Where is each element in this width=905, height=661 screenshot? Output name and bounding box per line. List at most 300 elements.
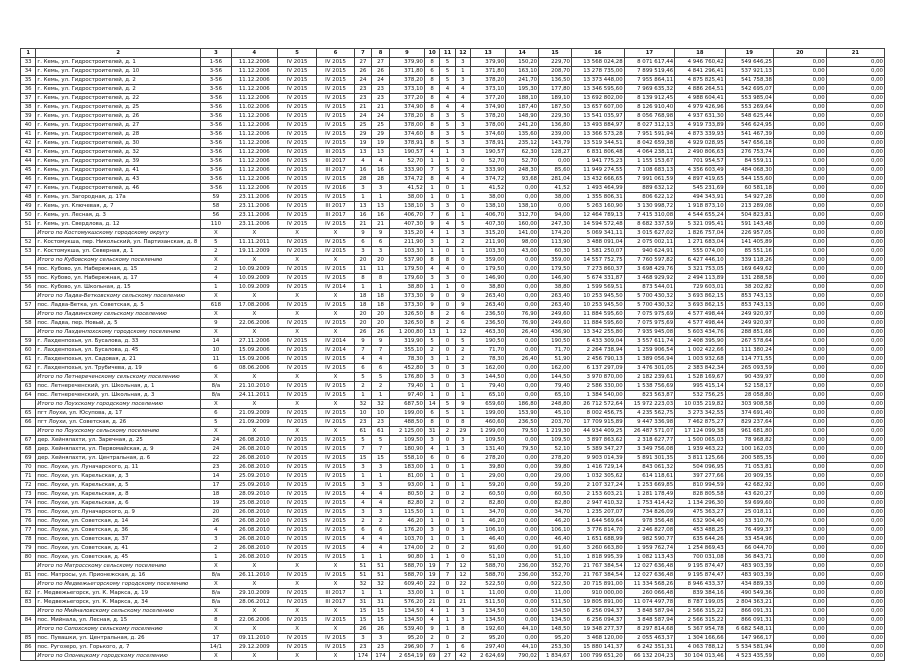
- extra-cost-cell: 0,00: [773, 148, 826, 157]
- table-row: [21, 112, 885, 121]
- document-number-cell: X: [201, 256, 232, 265]
- premises-count-cell: 1: [424, 589, 439, 598]
- private-area-cell: 195,30: [506, 85, 539, 94]
- private-area-cell: 241,20: [506, 121, 539, 130]
- private-premises-cell: 5: [440, 58, 455, 67]
- row-number-cell: [21, 580, 36, 589]
- table-row: [21, 67, 885, 76]
- address-cell: г. Кемь, ул. Гидростроителей, д. 27: [36, 121, 201, 130]
- total-cost-cell: 44 934 409,25: [571, 427, 624, 436]
- planned-date-cell: IV 2015: [277, 139, 317, 148]
- area-cell: 373,30: [389, 292, 424, 301]
- relocation-area-cell: 79,40: [471, 382, 506, 391]
- area-cell: 97,40: [389, 391, 424, 400]
- extra-cost-cell: 0,00: [773, 283, 826, 292]
- other-cost-cell: 0,00: [826, 85, 884, 94]
- relocation-area-cell: 2 624,69: [471, 652, 506, 661]
- municipal-premises-cell: 1: [455, 391, 470, 400]
- other-cost-cell: 0,00: [826, 382, 884, 391]
- municipal-cost-cell: 339 118,26: [725, 256, 773, 265]
- fund-cost-cell: 8 056 768,98: [624, 112, 675, 121]
- table-row: [21, 121, 885, 130]
- extra-cost-cell: 0,00: [773, 499, 826, 508]
- document-date-cell: 15.09.2006: [231, 355, 277, 364]
- municipal-premises-cell: 1: [455, 472, 470, 481]
- planned-date-cell: IV 2015: [277, 283, 317, 292]
- relocation-area-cell: 103,30: [471, 247, 506, 256]
- municipal-cost-cell: 537 921,13: [725, 67, 773, 76]
- private-premises-cell: 0: [440, 517, 455, 526]
- area-cell: 80,50: [389, 490, 424, 499]
- document-date-cell: X: [231, 625, 277, 634]
- planned-completion-cell: X: [317, 562, 354, 571]
- address-cell: пгт Лоухи, ул. Юсупова, д. 17: [36, 409, 201, 418]
- municipal-area-cell: 148,50: [539, 625, 572, 634]
- municipal-area-cell: 189,10: [539, 94, 572, 103]
- relocation-area-cell: 60,50: [471, 490, 506, 499]
- fund-cost-cell: 614 118,61: [624, 472, 675, 481]
- subtotal-row: [21, 652, 885, 661]
- municipal-cost-cell: 374 691,40: [725, 409, 773, 418]
- relocation-area-cell: 236,50: [471, 310, 506, 319]
- premises-count-cell: 2: [424, 634, 439, 643]
- municipal-cost-cell: 147 966,17: [725, 634, 773, 643]
- table-row: [21, 184, 885, 193]
- relocation-area-cell: 38,00: [471, 193, 506, 202]
- residents-count-cell: 1: [354, 391, 372, 400]
- table-row: [21, 616, 885, 625]
- planned-date-cell: X: [277, 652, 317, 661]
- municipal-area-cell: 106,10: [539, 526, 572, 535]
- table-row: [21, 238, 885, 247]
- total-cost-cell: 1 032 305,62: [571, 472, 624, 481]
- subtotal-row: [21, 328, 885, 337]
- private-area-cell: 0,00: [506, 256, 539, 265]
- residents-count-cell: 1: [354, 283, 372, 292]
- planned-date-cell: IV 2015: [277, 643, 317, 652]
- municipal-premises-cell: 1: [455, 184, 470, 193]
- document-date-cell: 26.08.2010: [231, 517, 277, 526]
- residents-count-cell: 16: [354, 211, 372, 220]
- residents-count-cell: 26: [354, 67, 372, 76]
- residents-relocated-cell: 21: [372, 220, 390, 229]
- regional-cost-cell: 4 841 296,41: [675, 67, 726, 76]
- address-cell: г. Кемь, ул. Гидростроителей, д. 22: [36, 94, 201, 103]
- row-number-cell: 43: [21, 148, 36, 157]
- municipal-premises-cell: 6: [455, 454, 470, 463]
- other-cost-cell: 0,00: [826, 58, 884, 67]
- document-date-cell: 25.08.2010: [231, 499, 277, 508]
- relocation-area-cell: 59,20: [471, 481, 506, 490]
- extra-cost-cell: 0,00: [773, 121, 826, 130]
- private-area-cell: 0,00: [506, 274, 539, 283]
- column-number: 8: [372, 49, 390, 58]
- document-date-cell: 11.12.2006: [231, 148, 277, 157]
- municipal-cost-cell: 2 804 363,21: [725, 598, 773, 607]
- planned-date-cell: IV 2015: [277, 499, 317, 508]
- table-row: [21, 94, 885, 103]
- municipal-area-cell: 436,90: [539, 328, 572, 337]
- document-date-cell: X: [231, 562, 277, 571]
- document-date-cell: 11.12.2006: [231, 121, 277, 130]
- document-number-cell: 3-56: [201, 130, 232, 139]
- total-cost-cell: 13 432 666,65: [571, 175, 624, 184]
- fund-cost-cell: 3 130 998,72: [624, 202, 675, 211]
- fund-cost-cell: 7 935 945,08: [624, 328, 675, 337]
- municipal-area-cell: 263,40: [539, 292, 572, 301]
- table-row: [21, 436, 885, 445]
- document-number-cell: X: [201, 373, 232, 382]
- fund-cost-cell: 9 447 336,98: [624, 418, 675, 427]
- municipal-area-cell: 38,80: [539, 283, 572, 292]
- municipal-area-cell: 60,30: [539, 247, 572, 256]
- total-cost-cell: 1 416 729,14: [571, 463, 624, 472]
- extra-cost-cell: 0,00: [773, 490, 826, 499]
- private-area-cell: 0,00: [506, 607, 539, 616]
- planned-completion-cell: IV 2015: [317, 571, 354, 580]
- municipal-premises-cell: 5: [455, 337, 470, 346]
- fund-cost-cell: 2 075 002,11: [624, 238, 675, 247]
- residents-relocated-cell: 31: [372, 598, 390, 607]
- total-cost-cell: 5 069 341,11: [571, 229, 624, 238]
- planned-date-cell: IV 2015: [277, 130, 317, 139]
- municipal-cost-cell: 226 957,05: [725, 229, 773, 238]
- subtotal-row: [21, 373, 885, 382]
- residents-count-cell: 15: [354, 616, 372, 625]
- document-number-cell: X: [201, 607, 232, 616]
- row-number-cell: 34: [21, 67, 36, 76]
- planned-completion-cell: III 2015: [317, 148, 354, 157]
- residents-relocated-cell: 23: [372, 94, 390, 103]
- other-cost-cell: 0,00: [826, 463, 884, 472]
- relocation-area-cell: 379,90: [471, 58, 506, 67]
- regional-cost-cell: 3 321 753,05: [675, 265, 726, 274]
- municipal-premises-cell: 9: [455, 400, 470, 409]
- relocation-area-cell: 511,50: [471, 598, 506, 607]
- subtotal-row: [21, 229, 885, 238]
- total-cost-cell: 3 776 814,70: [571, 526, 624, 535]
- relocation-area-cell: 39,80: [471, 463, 506, 472]
- relocation-area-cell: 278,20: [471, 454, 506, 463]
- municipal-cost-cell: 111 380,24: [725, 346, 773, 355]
- municipal-area-cell: 45,10: [539, 409, 572, 418]
- fund-cost-cell: 26 487 571,07: [624, 427, 675, 436]
- subtotal-row: [21, 256, 885, 265]
- table-row: [21, 364, 885, 373]
- planned-date-cell: X: [277, 256, 317, 265]
- extra-cost-cell: 0,00: [773, 598, 826, 607]
- private-area-cell: 0,00: [506, 364, 539, 373]
- extra-cost-cell: 0,00: [773, 310, 826, 319]
- row-number-cell: [21, 229, 36, 238]
- residents-relocated-cell: 16: [372, 166, 390, 175]
- planned-completion-cell: IV 2015: [317, 517, 354, 526]
- address-cell: дер. Хейнялахти, ул. Центральная, д. 6: [36, 454, 201, 463]
- municipal-area-cell: 109,50: [539, 436, 572, 445]
- private-premises-cell: 1: [440, 553, 455, 562]
- other-cost-cell: 0,00: [826, 238, 884, 247]
- fund-cost-cell: 843 061,32: [624, 463, 675, 472]
- address-cell: г. Кемь, ул. Гидростроителей, д. 25: [36, 103, 201, 112]
- table-row: [21, 148, 885, 157]
- row-number-cell: [21, 607, 36, 616]
- fund-cost-cell: 6 242 351,31: [624, 643, 675, 652]
- extra-cost-cell: 0,00: [773, 391, 826, 400]
- other-cost-cell: 0,00: [826, 634, 884, 643]
- residents-count-cell: 8: [354, 274, 372, 283]
- premises-count-cell: 1: [424, 517, 439, 526]
- area-cell: 190,57: [389, 148, 424, 157]
- private-area-cell: 188,10: [506, 94, 539, 103]
- other-cost-cell: 0,00: [826, 175, 884, 184]
- private-premises-cell: 3: [440, 202, 455, 211]
- residents-relocated-cell: 1: [372, 472, 390, 481]
- total-cost-cell: 3 970 870,00: [571, 373, 624, 382]
- area-cell: 138,10: [389, 202, 424, 211]
- private-area-cell: 148,90: [506, 112, 539, 121]
- municipal-area-cell: 46,20: [539, 517, 572, 526]
- planned-completion-cell: IV 2015: [317, 193, 354, 202]
- regional-cost-cell: 4 937 631,30: [675, 112, 726, 121]
- relocation-area-cell: 138,10: [471, 202, 506, 211]
- other-cost-cell: 0,00: [826, 94, 884, 103]
- municipal-cost-cell: 90 439,97: [725, 373, 773, 382]
- planned-completion-cell: X: [317, 580, 354, 589]
- municipal-cost-cell: 38 202,82: [725, 283, 773, 292]
- municipal-area-cell: 208,70: [539, 67, 572, 76]
- area-cell: 183,00: [389, 463, 424, 472]
- document-date-cell: X: [231, 652, 277, 661]
- planned-completion-cell: IV 2014: [317, 346, 354, 355]
- address-cell: г. Кемь, ул. Лесная, д. 3: [36, 211, 201, 220]
- address-cell: Итого по Лоухскому сельскому поселению: [36, 427, 201, 436]
- row-number-cell: 51: [21, 220, 36, 229]
- area-cell: 82,80: [389, 499, 424, 508]
- municipal-premises-cell: 2: [455, 499, 470, 508]
- regional-cost-cell: 475 363,27: [675, 508, 726, 517]
- extra-cost-cell: 0,00: [773, 301, 826, 310]
- municipal-cost-cell: 4 523 435,59: [725, 652, 773, 661]
- planned-completion-cell: IV 2015: [317, 274, 354, 283]
- planned-completion-cell: IV 2014: [317, 283, 354, 292]
- residents-count-cell: 4: [354, 355, 372, 364]
- data-table: [20, 48, 885, 661]
- residents-relocated-cell: 16: [372, 211, 390, 220]
- document-date-cell: 22.06.2006: [231, 319, 277, 328]
- other-cost-cell: 0,00: [826, 643, 884, 652]
- residents-count-cell: 13: [354, 148, 372, 157]
- private-area-cell: 186,80: [506, 400, 539, 409]
- planned-completion-cell: X: [317, 625, 354, 634]
- planned-completion-cell: IV 2015: [317, 490, 354, 499]
- other-cost-cell: 0,00: [826, 112, 884, 121]
- residents-relocated-cell: 51: [372, 562, 390, 571]
- premises-count-cell: 1: [424, 508, 439, 517]
- row-number-cell: [21, 292, 36, 301]
- planned-date-cell: IV 2015: [277, 301, 317, 310]
- other-cost-cell: 0,00: [826, 148, 884, 157]
- residents-relocated-cell: 20: [372, 310, 390, 319]
- area-cell: 319,90: [389, 337, 424, 346]
- extra-cost-cell: 0,00: [773, 409, 826, 418]
- planned-completion-cell: IV 2015: [317, 85, 354, 94]
- relocation-area-cell: 91,60: [471, 544, 506, 553]
- address-cell: г. Лахденпохья, ул. Садовая, д. 21: [36, 355, 201, 364]
- planned-date-cell: IV 2015: [277, 571, 317, 580]
- regional-cost-cell: 810 994,59: [675, 481, 726, 490]
- private-area-cell: 0,00: [506, 463, 539, 472]
- residents-relocated-cell: 3: [372, 508, 390, 517]
- total-cost-cell: 6 256 094,37: [571, 616, 624, 625]
- total-cost-cell: 19 805 891,00: [571, 598, 624, 607]
- other-cost-cell: 0,00: [826, 130, 884, 139]
- planned-date-cell: IV 2015: [277, 319, 317, 328]
- private-area-cell: 236,00: [506, 571, 539, 580]
- address-cell: г. Костомукша, ул. Северная, д. 1: [36, 247, 201, 256]
- residents-count-cell: 15: [354, 607, 372, 616]
- relocation-area-cell: 460,60: [471, 418, 506, 427]
- address-cell: пос. Ладва-Ветка, ул. Советская, д. 5: [36, 301, 201, 310]
- fund-cost-cell: 12 027 636,48: [624, 571, 675, 580]
- municipal-area-cell: 51,10: [539, 553, 572, 562]
- extra-cost-cell: 0,00: [773, 67, 826, 76]
- area-cell: 103,70: [389, 535, 424, 544]
- municipal-area-cell: 187,50: [539, 103, 572, 112]
- total-cost-cell: 14 557 752,75: [571, 256, 624, 265]
- fund-cost-cell: 7 969 635,32: [624, 85, 675, 94]
- residents-relocated-cell: 5: [372, 373, 390, 382]
- area-cell: 93,00: [389, 481, 424, 490]
- document-number-cell: 2: [201, 247, 232, 256]
- premises-count-cell: 8: [424, 310, 439, 319]
- row-number-cell: [21, 328, 36, 337]
- municipal-premises-cell: 3: [455, 373, 470, 382]
- area-cell: 588,70: [389, 562, 424, 571]
- municipal-area-cell: 39,80: [539, 463, 572, 472]
- private-area-cell: 52,70: [506, 157, 539, 166]
- document-number-cell: 3: [201, 535, 232, 544]
- address-cell: г. Кемь, ул. Загородная, д. 17а: [36, 193, 201, 202]
- premises-count-cell: 7: [424, 211, 439, 220]
- municipal-cost-cell: 84 559,11: [725, 157, 773, 166]
- document-date-cell: X: [231, 427, 277, 436]
- total-cost-cell: 2 264 738,94: [571, 346, 624, 355]
- planned-date-cell: IV 2015: [277, 454, 317, 463]
- private-area-cell: 0,00: [506, 436, 539, 445]
- residents-count-cell: 18: [354, 301, 372, 310]
- extra-cost-cell: 0,00: [773, 625, 826, 634]
- address-cell: Итого по Костомукшскому городскому округу: [36, 229, 201, 238]
- table-row: [21, 481, 885, 490]
- premises-count-cell: 8: [424, 85, 439, 94]
- municipal-cost-cell: 483 903,39: [725, 571, 773, 580]
- planned-completion-cell: IV 2015: [317, 139, 354, 148]
- municipal-premises-cell: 9: [455, 301, 470, 310]
- regional-cost-cell: 4 988 604,41: [675, 94, 726, 103]
- planned-date-cell: IV 2015: [277, 274, 317, 283]
- private-premises-cell: 1: [440, 355, 455, 364]
- premises-count-cell: 8: [424, 103, 439, 112]
- planned-date-cell: IV 2015: [277, 103, 317, 112]
- municipal-cost-cell: 43 620,27: [725, 490, 773, 499]
- planned-completion-cell: IV 2015: [317, 526, 354, 535]
- address-cell: пос. Лоухи, ул. Советская, д. 45: [36, 553, 201, 562]
- municipal-area-cell: 1 219,30: [539, 427, 572, 436]
- residents-count-cell: 3: [354, 508, 372, 517]
- private-area-cell: 93,68: [506, 175, 539, 184]
- area-cell: 179,60: [389, 274, 424, 283]
- premises-count-cell: 21: [424, 598, 439, 607]
- address-cell: пос. Лоухи, ул. Луначарского, д. 9: [36, 508, 201, 517]
- private-premises-cell: 0: [440, 337, 455, 346]
- municipal-premises-cell: 3: [455, 121, 470, 130]
- address-cell: г. Кемь, ул. Гидростроителей, д. 1: [36, 58, 201, 67]
- relocation-area-cell: 34,70: [471, 508, 506, 517]
- residents-relocated-cell: 13: [372, 202, 390, 211]
- row-number-cell: 56: [21, 283, 36, 292]
- private-premises-cell: 0: [440, 580, 455, 589]
- address-cell: пос. Лоухи, ул. Советская, д. 37: [36, 535, 201, 544]
- row-number-cell: 58: [21, 319, 36, 328]
- total-cost-cell: 13 541 035,97: [571, 112, 624, 121]
- planned-completion-cell: IV 2015: [317, 436, 354, 445]
- residents-relocated-cell: 4: [372, 499, 390, 508]
- residents-relocated-cell: 2: [372, 382, 390, 391]
- municipal-cost-cell: 866 091,31: [725, 616, 773, 625]
- row-number-cell: 75: [21, 508, 36, 517]
- other-cost-cell: 0,00: [826, 157, 884, 166]
- residents-relocated-cell: 32: [372, 580, 390, 589]
- total-cost-cell: 6 831 806,48: [571, 148, 624, 157]
- planned-date-cell: X: [277, 328, 317, 337]
- total-cost-cell: 13 346 595,60: [571, 85, 624, 94]
- relocation-area-cell: 406,70: [471, 211, 506, 220]
- area-cell: 378,20: [389, 112, 424, 121]
- municipal-area-cell: 0,00: [539, 202, 572, 211]
- relocation-area-cell: 377,20: [471, 94, 506, 103]
- planned-date-cell: IV 2015: [277, 157, 317, 166]
- planned-completion-cell: IV 2015: [317, 319, 354, 328]
- municipal-cost-cell: 249 920,97: [725, 310, 773, 319]
- address-cell: дер. Хейнялахти, ул. Первомайская, д. 9: [36, 445, 201, 454]
- municipal-premises-cell: 3: [455, 526, 470, 535]
- row-number-cell: 40: [21, 121, 36, 130]
- planned-date-cell: IV 2015: [277, 67, 317, 76]
- private-premises-cell: 0: [440, 463, 455, 472]
- extra-cost-cell: 0,00: [773, 445, 826, 454]
- premises-count-cell: 2: [424, 544, 439, 553]
- municipal-premises-cell: 2: [455, 355, 470, 364]
- relocation-area-cell: 374,60: [471, 130, 506, 139]
- residents-count-cell: 18: [354, 292, 372, 301]
- municipal-cost-cell: 5 534 581,94: [725, 643, 773, 652]
- residents-relocated-cell: 18: [372, 301, 390, 310]
- regional-cost-cell: 701 954,57: [675, 157, 726, 166]
- document-number-cell: 14: [201, 472, 232, 481]
- other-cost-cell: 0,00: [826, 445, 884, 454]
- regional-cost-cell: 2 490 806,63: [675, 148, 726, 157]
- table-row: [21, 418, 885, 427]
- residents-count-cell: 23: [354, 85, 372, 94]
- total-cost-cell: 15 880 141,37: [571, 643, 624, 652]
- document-date-cell: 10.09.2009: [231, 265, 277, 274]
- private-area-cell: 163,10: [506, 67, 539, 76]
- address-cell: пос. Мийнала, ул. Лесная, д. 15: [36, 616, 201, 625]
- extra-cost-cell: 0,00: [773, 463, 826, 472]
- fund-cost-cell: 5 891 301,35: [624, 454, 675, 463]
- relocation-area-cell: 134,50: [471, 616, 506, 625]
- private-premises-cell: 0: [440, 391, 455, 400]
